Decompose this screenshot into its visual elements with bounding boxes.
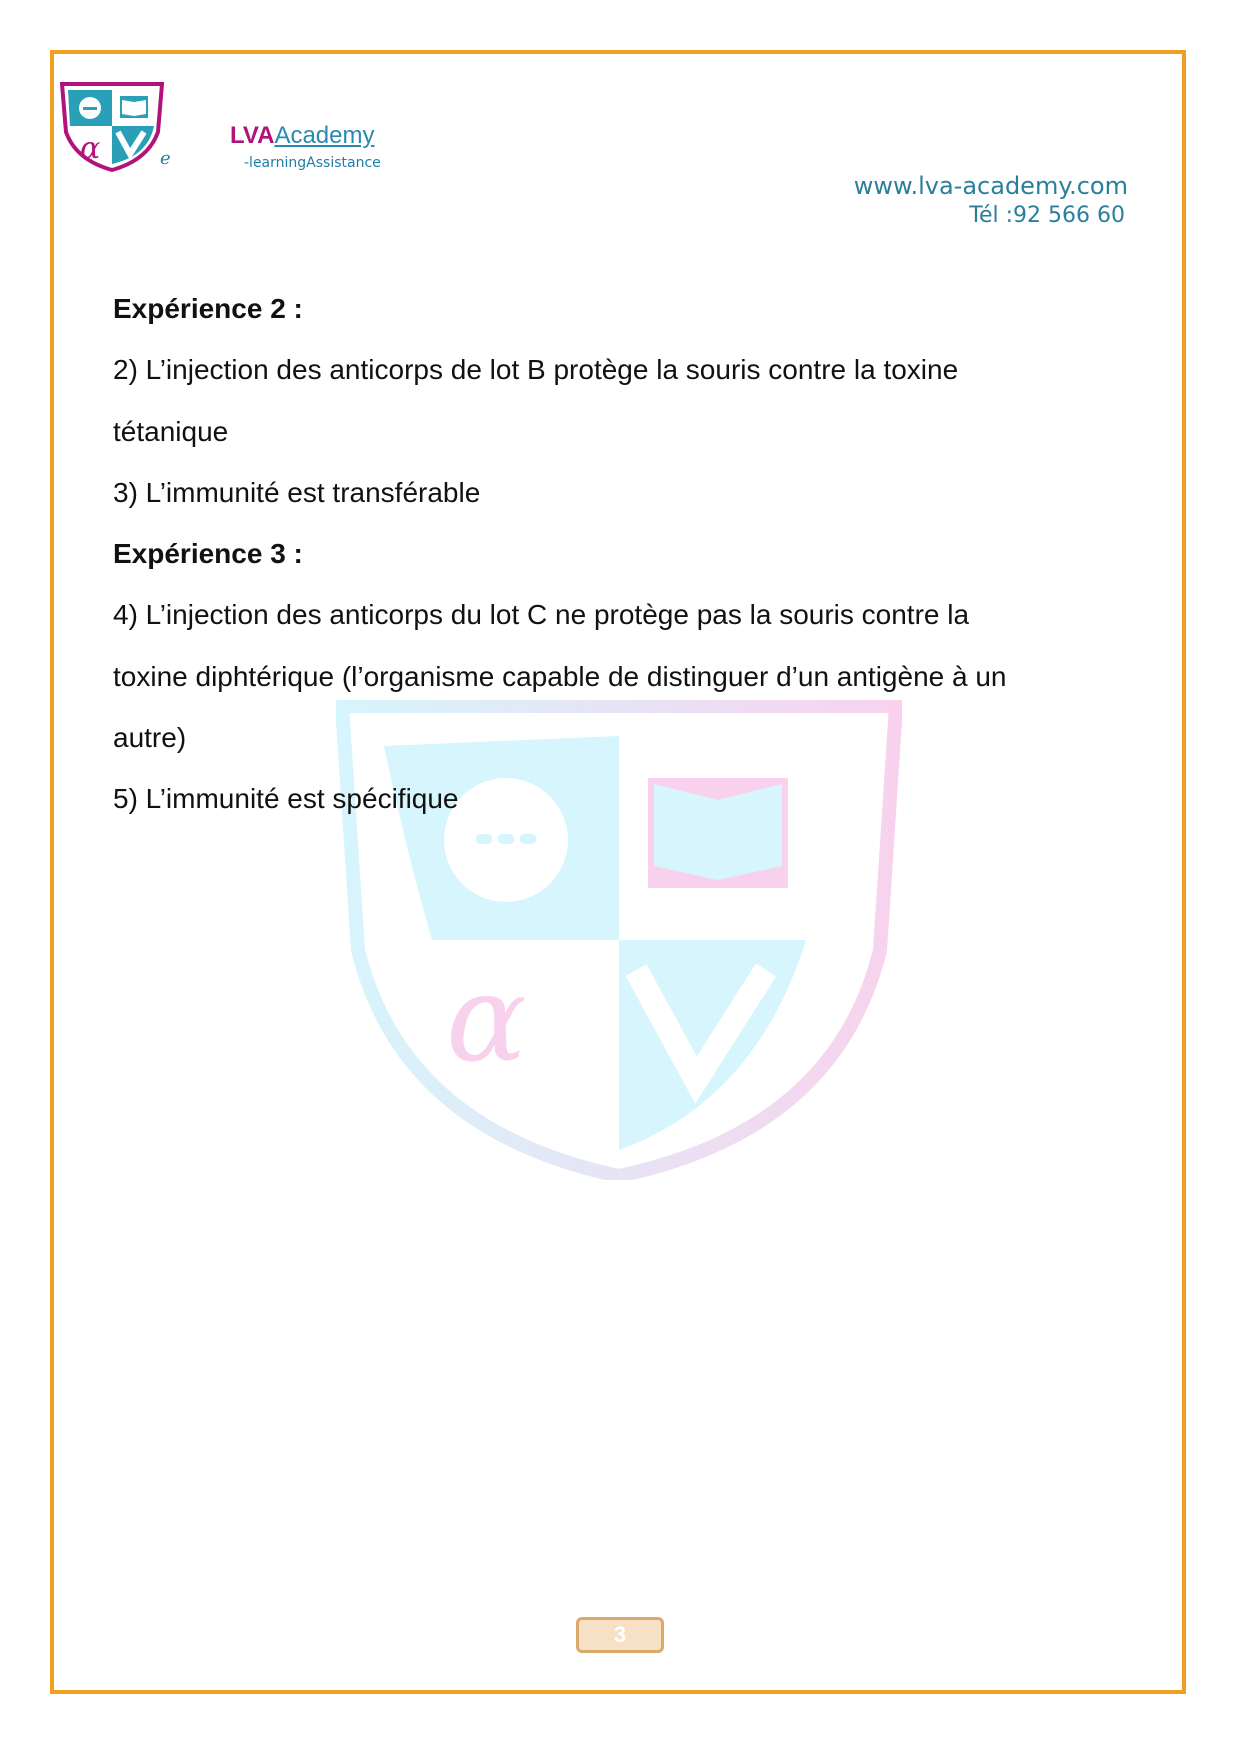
brand-lva: LVA	[230, 122, 275, 149]
answer-4-line-1: 4) L’injection des anticorps du lot C ne protège pas la souris contre la	[113, 599, 970, 631]
brand-name	[230, 122, 374, 150]
answer-2-line-1: 2) L’injection des anticorps de lot B protège la souris contre la toxine	[113, 354, 959, 386]
svg-text:α: α	[446, 950, 528, 1089]
brand-academy: Academy	[274, 122, 375, 149]
answer-3: 3) L’immunité est transférable	[113, 476, 481, 508]
website-link[interactable]: www.lva-academy.com	[853, 172, 1128, 200]
heading-experience-2: Expérience 2 :	[113, 293, 303, 324]
answer-4-line-3: autre)	[113, 722, 187, 754]
lva-shield-logo-icon	[58, 80, 166, 172]
heading-experience-3: Expérience 3 :	[113, 538, 303, 570]
svg-text:α: α	[80, 131, 101, 166]
page-number: 3	[576, 1617, 664, 1653]
answer-5: 5) L’immunité est spécifique	[113, 783, 459, 815]
logo-letter-e: e	[160, 148, 171, 169]
brand-tagline: -learningAssistance	[244, 155, 381, 171]
answer-2-line-2: tétanique	[113, 415, 229, 447]
phone-number: Tél :92 566 60	[969, 203, 1125, 228]
answer-4-line-2: toxine diphtérique (l’organisme capable de distinguer d’un antigène à un	[113, 660, 1007, 692]
document-body	[113, 278, 1113, 830]
